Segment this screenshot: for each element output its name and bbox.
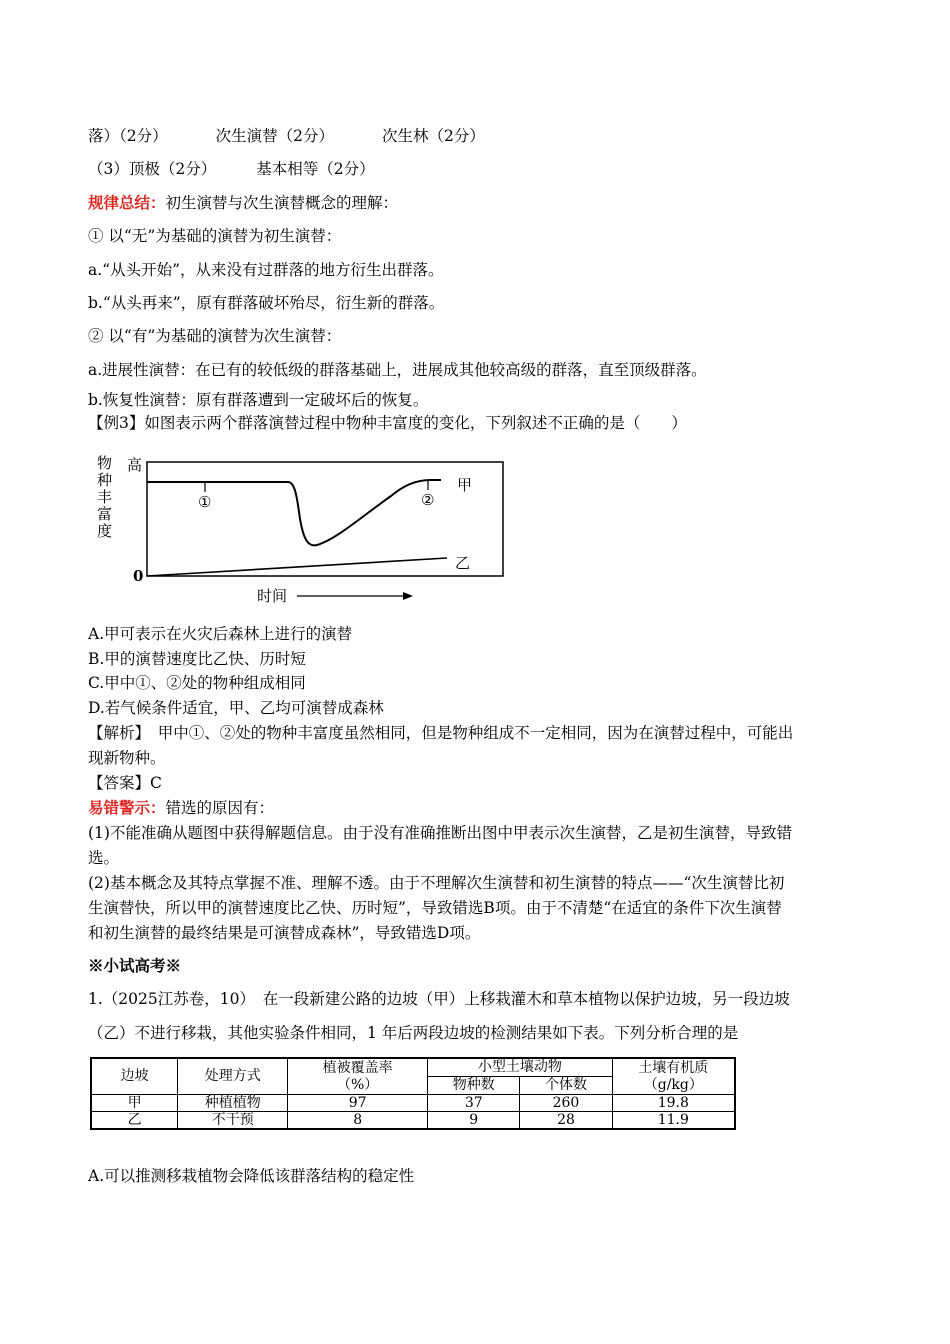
rule-item: b.“从头再来”，原有群落破坏殆尽，衍生新的群落。 (88, 294, 445, 312)
example-question: 【例3】如图表示两个群落演替过程中物种丰富度的变化，下列叙述不正确的是（ ） (88, 414, 687, 432)
cell-method: 种植植物 (178, 1095, 288, 1112)
warning-line: 和初生演替的最终结果是可演替成森林”，导致错选D项。 (88, 924, 481, 942)
table-row (91, 1112, 735, 1130)
cell-organic: 19.8 (612, 1095, 735, 1112)
warning-header (88, 798, 274, 818)
y-axis-char: 度 (97, 522, 113, 540)
plot-frame (147, 462, 503, 576)
cell-cover: 8 (288, 1112, 428, 1130)
series-yi-line (147, 558, 447, 576)
warning-line: (1)不能准确从题图中获得解题信息。由于没有准确推断出图中甲表示次生演替，乙是初生演替，导致错 (88, 824, 792, 842)
warning-text: 错选的原因有： (165, 799, 275, 817)
y-axis-char: 物 (97, 454, 113, 472)
header-organic-unit: （g/kg） (643, 1076, 703, 1093)
question-line: （乙）不进行移栽，其他实验条件相同，1 年后两段边坡的检测结果如下表。下列分析合理的是 (88, 1024, 739, 1042)
series-jia-label: 甲 (457, 476, 473, 494)
rule-item: ② 以“有”为基础的演替为次生演替： (88, 327, 342, 345)
y-axis-char: 丰 (97, 488, 113, 506)
rule-item: a.进展性演替：在已有的较低级的群落基础上，进展成其他较高级的群落，直至顶级群落。 (88, 361, 707, 379)
answer-text: （3）顶极（2分） (88, 160, 217, 178)
x-axis-label: 时间 (257, 587, 288, 604)
rule-summary (88, 193, 398, 213)
mark-2: ② (421, 491, 435, 509)
answer-text: 基本相等（2分） (256, 160, 375, 178)
header-organic-title: 土壤有机质 (638, 1059, 709, 1076)
y-axis-char: 富 (97, 505, 113, 523)
results-table (90, 1057, 736, 1130)
warning-line: (2)基本概念及其特点掌握不准、理解不透。由于不理解次生演替和初生演替的特点——“次生演替比初 (88, 874, 785, 892)
cell-organic: 11.9 (612, 1112, 735, 1130)
header-cover (288, 1058, 428, 1095)
header-animal: 小型土壤动物 (428, 1058, 613, 1077)
question-line: 1.（2025江苏卷，10） 在一段新建公路的边坡（甲）上移栽灌木和草本植物以保护边坡，另一段边坡 (88, 990, 790, 1008)
y-axis-label (97, 454, 112, 540)
y-high-label: 高 (127, 456, 143, 474)
header-cover-title: 植被覆盖率 (322, 1059, 393, 1076)
cell-slope: 甲 (91, 1095, 178, 1112)
series-yi-label: 乙 (455, 554, 471, 572)
succession-figure (95, 454, 515, 604)
series-jia-curve (147, 480, 441, 545)
cell-slope: 乙 (91, 1112, 178, 1130)
header-count: 个体数 (520, 1077, 612, 1095)
y-zero-label: 0 (133, 567, 144, 585)
rule-text: 初生演替与次生演替概念的理解： (165, 194, 399, 212)
arrow-head-icon (403, 592, 413, 600)
analysis-line: 【解析】 甲中①、②处的物种丰富度虽然相同，但是物种组成不一定相同，因为在演替过程中，可能出 (88, 724, 794, 742)
cell-count: 260 (520, 1095, 612, 1112)
table-row (91, 1095, 735, 1112)
header-method: 处理方式 (178, 1058, 288, 1095)
header-species: 物种数 (428, 1077, 520, 1095)
analysis-line: 现新物种。 (88, 749, 166, 767)
answer-key: 【答案】C (88, 774, 162, 792)
answer-line-1 (88, 126, 485, 146)
option-b: B.甲的演替速度比乙快、历时短 (88, 650, 306, 668)
rule-label: 规律总结： (88, 193, 166, 212)
header-slope: 边坡 (91, 1058, 178, 1095)
mark-1: ① (198, 493, 212, 511)
rule-item: b.恢复性演替：原有群落遭到一定破坏后的恢复。 (88, 391, 429, 409)
cell-species: 37 (428, 1095, 520, 1112)
rule-item: ① 以“无”为基础的演替为初生演替： (88, 227, 342, 245)
answer-text: 次生演替（2分） (215, 127, 334, 145)
cell-count: 28 (520, 1112, 612, 1130)
cell-species: 9 (428, 1112, 520, 1130)
warning-line: 选。 (88, 849, 120, 867)
option-a: A.可以推测移栽植物会降低该群落结构的稳定性 (88, 1167, 415, 1185)
cell-method: 不干预 (178, 1112, 288, 1130)
y-axis-char: 种 (97, 471, 113, 489)
answer-text: 落）（2分） (88, 127, 168, 145)
option-c: C.甲中①、②处的物种组成相同 (88, 674, 306, 692)
option-a: A.甲可表示在火灾后森林上进行的演替 (88, 625, 353, 643)
warning-label: 易错警示： (88, 798, 166, 817)
header-organic (612, 1058, 735, 1095)
answer-text: 次生林（2分） (382, 127, 485, 145)
option-d: D.若气候条件适宜，甲、乙均可演替成森林 (88, 699, 384, 717)
cell-cover: 97 (288, 1095, 428, 1112)
rule-item: a.“从头开始”，从来没有过群落的地方衍生出群落。 (88, 261, 444, 279)
warning-line: 生演替快，所以甲的演替速度比乙快、历时短”，导致错选B项。由于不清楚“在适宜的条件下次生演替 (88, 899, 782, 917)
section-title: ※小试高考※ (88, 956, 182, 975)
header-cover-unit: （%） (337, 1076, 379, 1093)
answer-line-2 (88, 159, 375, 179)
